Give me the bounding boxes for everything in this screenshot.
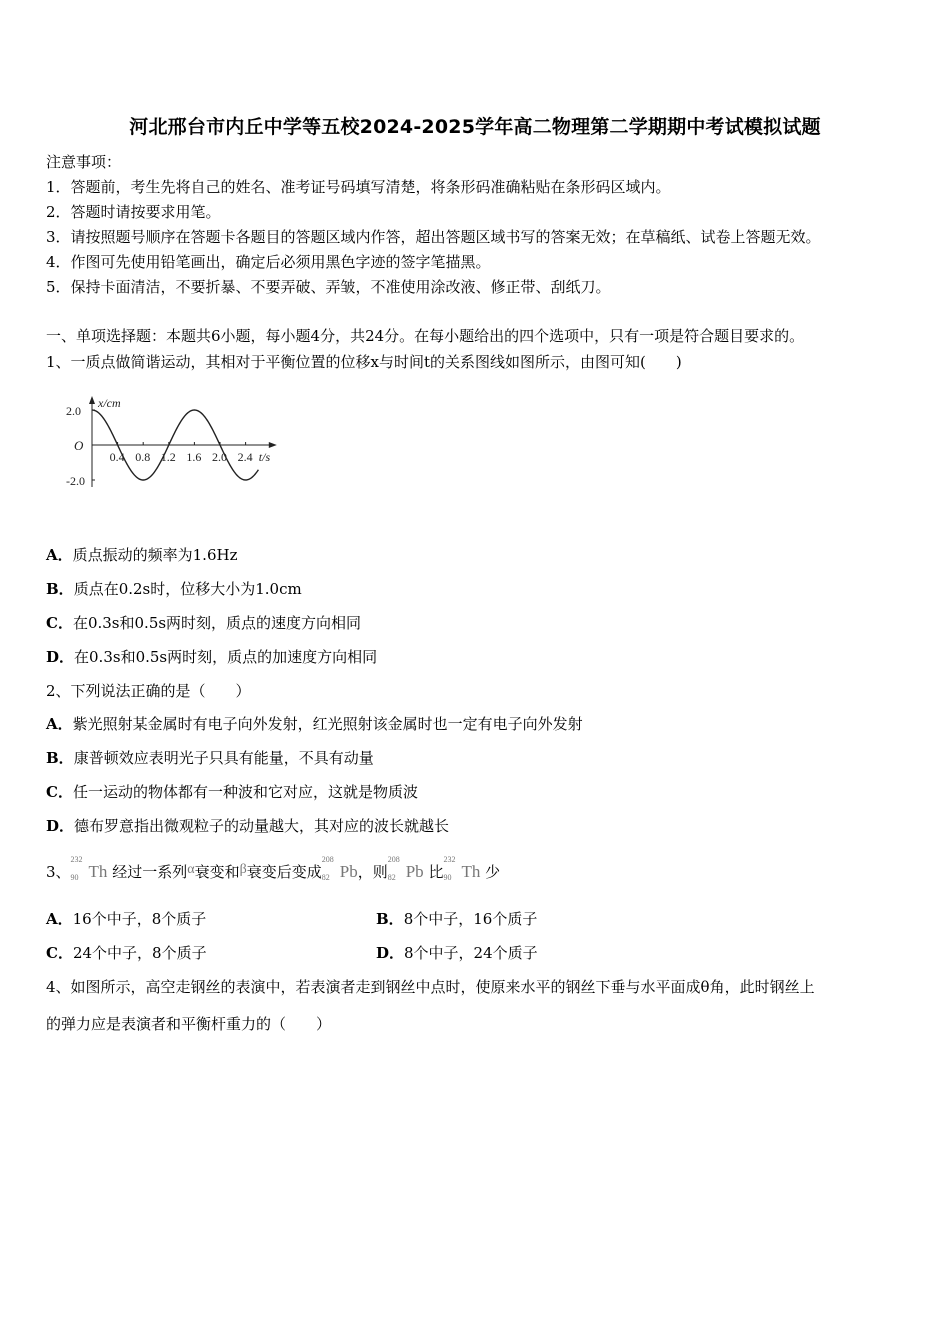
section-heading: 一、单项选择题：本题共6小题，每小题4分，共24分。在每小题给出的四个选项中，只有一项是符合题目要求的。 (46, 327, 805, 345)
x-tick-label: 1.6 (186, 450, 202, 464)
q2-option-c-label: C． (46, 783, 73, 801)
x-tick-label: 0.8 (135, 450, 151, 464)
q2-option-a (46, 714, 583, 734)
q3-option-d-text: 8个中子，24个质子 (404, 944, 538, 962)
x-tick-label: 1.2 (160, 450, 176, 464)
alpha-symbol: α (187, 862, 195, 877)
lead-208-nuclide-2 (387, 855, 424, 883)
origin-label: O (74, 438, 84, 453)
q1-option-a-text: 质点振动的频率为1.6Hz (72, 546, 238, 564)
notice-item-1: 1．答题前，考生先将自己的姓名、准考证号码填写清楚，将条形码准确粘贴在条形码区域内。 (46, 178, 671, 196)
question-3-stem (46, 855, 501, 884)
th-symbol: Th (461, 862, 481, 881)
q3-option-a-text: 16个中子，8个质子 (72, 910, 207, 928)
th-mass-number: 232 (443, 855, 456, 864)
th-atomic-number: 90 (443, 873, 452, 882)
q3-option-c-label: C． (46, 944, 73, 962)
beta-symbol: β (239, 862, 247, 877)
q1-option-a-label: A． (46, 546, 73, 564)
x-axis-arrow (269, 442, 277, 448)
q3-text-6: 少 (485, 863, 501, 881)
q2-option-c (46, 782, 418, 802)
lead-208-nuclide (321, 855, 358, 883)
q1-option-b-label: B． (46, 580, 74, 598)
q2-option-d-text: 德布罗意指出微观粒子的动量越大，其对应的波长就越长 (74, 817, 450, 835)
notice-heading: 注意事项： (46, 153, 122, 171)
q2-option-d-label: D． (46, 817, 75, 835)
x-axis-label: t/s (258, 450, 271, 464)
q2-option-b (46, 748, 374, 768)
q3-text-1: 经过一系列 (112, 863, 188, 881)
pb-symbol: Pb (405, 862, 424, 881)
notice-item-5: 5．保持卡面清洁，不要折暴、不要弄破、弄皱，不准使用涂改液、修正带、刮纸刀。 (46, 278, 611, 296)
q1-option-d (46, 647, 377, 667)
pb-atomic-number: 82 (387, 873, 396, 882)
q1-option-d-text: 在0.3s和0.5s两时刻，质点的加速度方向相同 (74, 648, 378, 666)
q3-option-c (46, 944, 207, 962)
x-tick-label: 2.0 (212, 450, 227, 464)
thorium-232-nuclide (70, 855, 108, 883)
notice-item-3: 3．请按照题号顺序在答题卡各题目的答题区域内作答，超出答题区域书写的答案无效；在草稿纸、试卷上答题无效。 (46, 228, 821, 246)
th-atomic-number: 90 (70, 873, 79, 882)
q3-number: 3、 (46, 863, 71, 881)
q1-option-a (46, 545, 237, 565)
q1-option-d-label: D． (46, 648, 75, 666)
q3-option-a-label: A． (46, 910, 73, 928)
q3-option-b-text: 8个中子，16个质子 (403, 910, 538, 928)
x-tick-label: 0.4 (109, 450, 125, 464)
q2-option-d (46, 816, 449, 836)
q1-option-c-label: C． (46, 614, 73, 632)
x-tick-label: 2.4 (237, 450, 253, 464)
question-4-line-2: 的弹力应是表演者和平衡杆重力的（ ） (46, 1015, 332, 1033)
question-1-stem: 1、一质点做简谐运动，其相对于平衡位置的位移x与时间t的关系图线如图所示，由图可知( ) (46, 353, 682, 371)
displacement-time-graph (58, 390, 308, 495)
pb-mass-number: 208 (387, 855, 400, 864)
pb-mass-number: 208 (321, 855, 334, 864)
page-title: 河北邢台市内丘中学等五校2024-2025学年高二物理第二学期期中考试模拟试题 (129, 116, 821, 138)
q3-options-row-1 (46, 909, 906, 929)
q2-option-b-text: 康普顿效应表明光子只具有能量，不具有动量 (73, 749, 374, 767)
notice-item-4: 4．作图可先使用铅笔画出，确定后必须用黑色字迹的签字笔描黑。 (46, 253, 491, 271)
q1-option-b (46, 579, 302, 599)
q3-text-4: ，则 (357, 863, 388, 881)
q3-option-a (46, 910, 206, 928)
th-mass-number: 232 (70, 855, 83, 864)
q1-option-c-text: 在0.3s和0.5s两时刻，质点的速度方向相同 (72, 614, 362, 632)
th-symbol: Th (88, 862, 108, 881)
question-4-line-1: 4、如图所示，高空走钢丝的表演中，若表演者走到钢丝中点时，使原来水平的钢丝下垂与水平面成θ角，此时钢丝上 (46, 978, 815, 996)
thorium-232-nuclide-2 (443, 855, 481, 883)
q3-option-b (376, 909, 537, 929)
q3-option-b-label: B． (376, 910, 404, 928)
q3-option-d (376, 943, 538, 963)
q3-text-2: 衰变和 (194, 863, 240, 881)
q3-text-5: 比 (428, 863, 444, 881)
q2-option-c-text: 任一运动的物体都有一种波和它对应，这就是物质波 (72, 783, 418, 801)
question-2-stem: 2、下列说法正确的是（ ） (46, 682, 251, 700)
y-axis-arrow (89, 396, 95, 404)
q1-option-c (46, 613, 361, 633)
q3-option-c-text: 24个中子，8个质子 (72, 944, 207, 962)
q3-text-3: 衰变后变成 (246, 863, 322, 881)
pb-symbol: Pb (339, 862, 358, 881)
y-axis-label: x/cm (98, 396, 121, 410)
y-tick-label: -2.0 (66, 474, 85, 488)
q1-option-b-text: 质点在0.2s时，位移大小为1.0cm (73, 580, 302, 598)
notice-item-2: 2．答题时请按要求用笔。 (46, 203, 221, 221)
q2-option-b-label: B． (46, 749, 74, 767)
pb-atomic-number: 82 (321, 873, 330, 882)
q3-option-d-label: D． (376, 944, 405, 962)
y-tick-label: 2.0 (66, 404, 81, 418)
q3-options-row-2 (46, 943, 906, 963)
q2-option-a-text: 紫光照射某金属时有电子向外发射，红光照射该金属时也一定有电子向外发射 (72, 715, 583, 733)
q2-option-a-label: A． (46, 715, 73, 733)
